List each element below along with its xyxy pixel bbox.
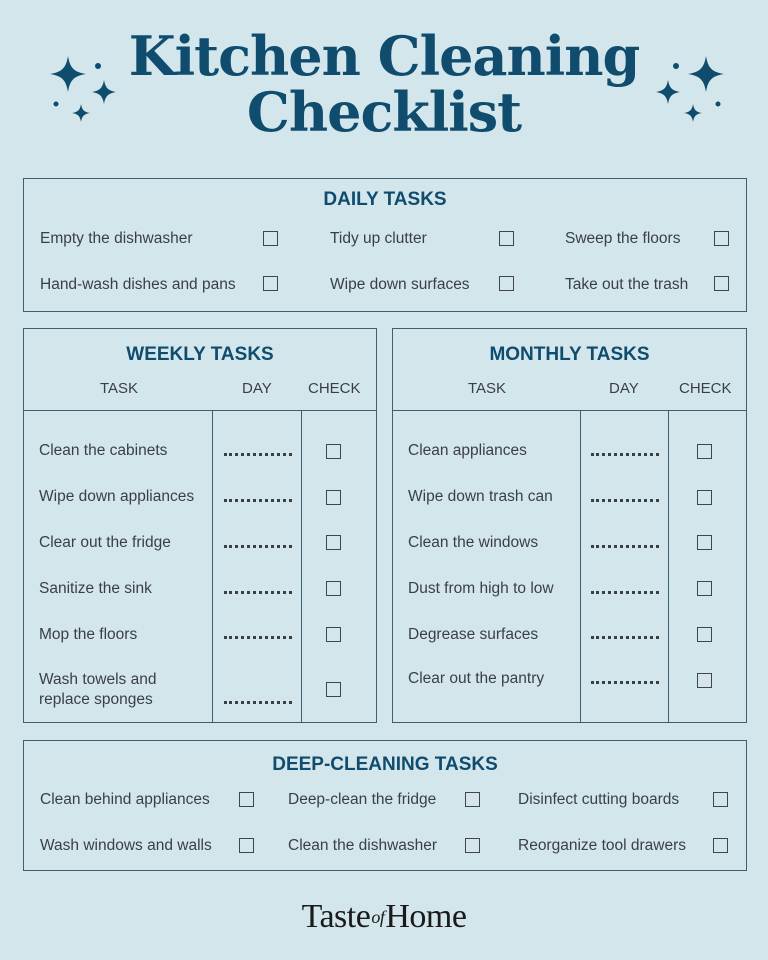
brand-logo-part: of	[371, 907, 385, 927]
task-label: Clean behind appliances	[40, 791, 210, 808]
task-label: Dust from high to low	[408, 580, 554, 597]
task-checkbox[interactable]	[326, 535, 341, 550]
day-blank[interactable]	[591, 453, 659, 456]
column-header-check: CHECK	[308, 380, 361, 397]
task-checkbox[interactable]	[499, 231, 514, 246]
task-checkbox[interactable]	[326, 581, 341, 596]
task-label: Reorganize tool drawers	[518, 837, 687, 854]
task-checkbox[interactable]	[326, 490, 341, 505]
task-checkbox[interactable]	[697, 490, 712, 505]
sparkles-icon	[650, 52, 726, 128]
task-label: Clear out the fridge	[39, 534, 171, 551]
task-checkbox[interactable]	[263, 231, 278, 246]
task-label: Clean the cabinets	[39, 442, 168, 459]
task-label: Deep-clean the fridge	[288, 791, 437, 808]
brand-logo-part: Taste	[301, 898, 371, 935]
column-header-day: DAY	[609, 380, 639, 397]
task-label: Disinfect cutting boards	[518, 791, 680, 808]
task-label: Sanitize the sink	[39, 580, 152, 597]
task-checkbox[interactable]	[714, 276, 729, 291]
deep-cleaning-section	[23, 740, 747, 871]
task-label: Hand-wash dishes and pans	[40, 276, 236, 293]
weekly-tasks-section	[23, 328, 377, 723]
day-blank[interactable]	[591, 636, 659, 639]
monthly-tasks-section	[392, 328, 747, 723]
day-blank[interactable]	[591, 499, 659, 502]
task-checkbox[interactable]	[465, 792, 480, 807]
task-label: Empty the dishwasher	[40, 230, 193, 247]
task-label: Degrease surfaces	[408, 626, 539, 643]
task-label: Clear out the pantry	[408, 670, 545, 687]
task-checkbox[interactable]	[697, 581, 712, 596]
title-line-2: Checklist	[246, 80, 522, 144]
task-label: Clean the dishwasher	[288, 837, 438, 854]
task-label: Wipe down appliances	[39, 488, 195, 505]
task-checkbox[interactable]	[697, 673, 712, 688]
day-blank[interactable]	[224, 701, 292, 704]
task-checkbox[interactable]	[465, 838, 480, 853]
task-checkbox[interactable]	[697, 627, 712, 642]
weekly-tasks-title: WEEKLY TASKS	[126, 344, 274, 365]
monthly-tasks-title: MONTHLY TASKS	[489, 344, 650, 365]
task-label: Clean appliances	[408, 442, 527, 459]
day-blank[interactable]	[224, 545, 292, 548]
task-label: Wipe down trash can	[408, 488, 553, 505]
column-divider	[668, 410, 669, 722]
task-label: Wash towels and replace sponges	[39, 671, 157, 708]
task-checkbox[interactable]	[697, 535, 712, 550]
task-checkbox[interactable]	[697, 444, 712, 459]
day-blank[interactable]	[224, 591, 292, 594]
day-blank[interactable]	[224, 499, 292, 502]
daily-tasks-section	[23, 178, 747, 312]
day-blank[interactable]	[224, 636, 292, 639]
title-line-1: Kitchen Cleaning	[128, 24, 640, 88]
header-divider	[24, 410, 376, 411]
task-label: Wipe down surfaces	[330, 276, 470, 293]
column-divider	[580, 410, 581, 722]
task-checkbox[interactable]	[499, 276, 514, 291]
task-label: Mop the floors	[39, 626, 138, 643]
header-divider	[393, 410, 746, 411]
brand-logo-part: Home	[385, 898, 467, 935]
column-header-day: DAY	[242, 380, 272, 397]
task-checkbox[interactable]	[326, 682, 341, 697]
day-blank[interactable]	[591, 681, 659, 684]
column-header-task: TASK	[100, 380, 139, 397]
day-blank[interactable]	[591, 545, 659, 548]
column-header-check: CHECK	[679, 380, 732, 397]
task-checkbox[interactable]	[239, 792, 254, 807]
task-label: Take out the trash	[565, 276, 689, 293]
deep-cleaning-title: DEEP-CLEANING TASKS	[272, 754, 498, 775]
task-checkbox[interactable]	[326, 444, 341, 459]
day-blank[interactable]	[224, 453, 292, 456]
task-checkbox[interactable]	[263, 276, 278, 291]
task-checkbox[interactable]	[714, 231, 729, 246]
task-label: Wash windows and walls	[40, 837, 212, 854]
task-checkbox[interactable]	[713, 792, 728, 807]
task-checkbox[interactable]	[326, 627, 341, 642]
sparkles-icon	[48, 52, 124, 128]
task-label: Sweep the floors	[565, 230, 681, 247]
day-blank[interactable]	[591, 591, 659, 594]
column-divider	[301, 410, 302, 722]
task-checkbox[interactable]	[713, 838, 728, 853]
brand-logo	[0, 898, 768, 936]
task-label: Clean the windows	[408, 534, 539, 551]
task-checkbox[interactable]	[239, 838, 254, 853]
task-label: Tidy up clutter	[330, 230, 427, 247]
daily-tasks-title: DAILY TASKS	[323, 189, 447, 210]
column-header-task: TASK	[468, 380, 507, 397]
column-divider	[212, 410, 213, 722]
